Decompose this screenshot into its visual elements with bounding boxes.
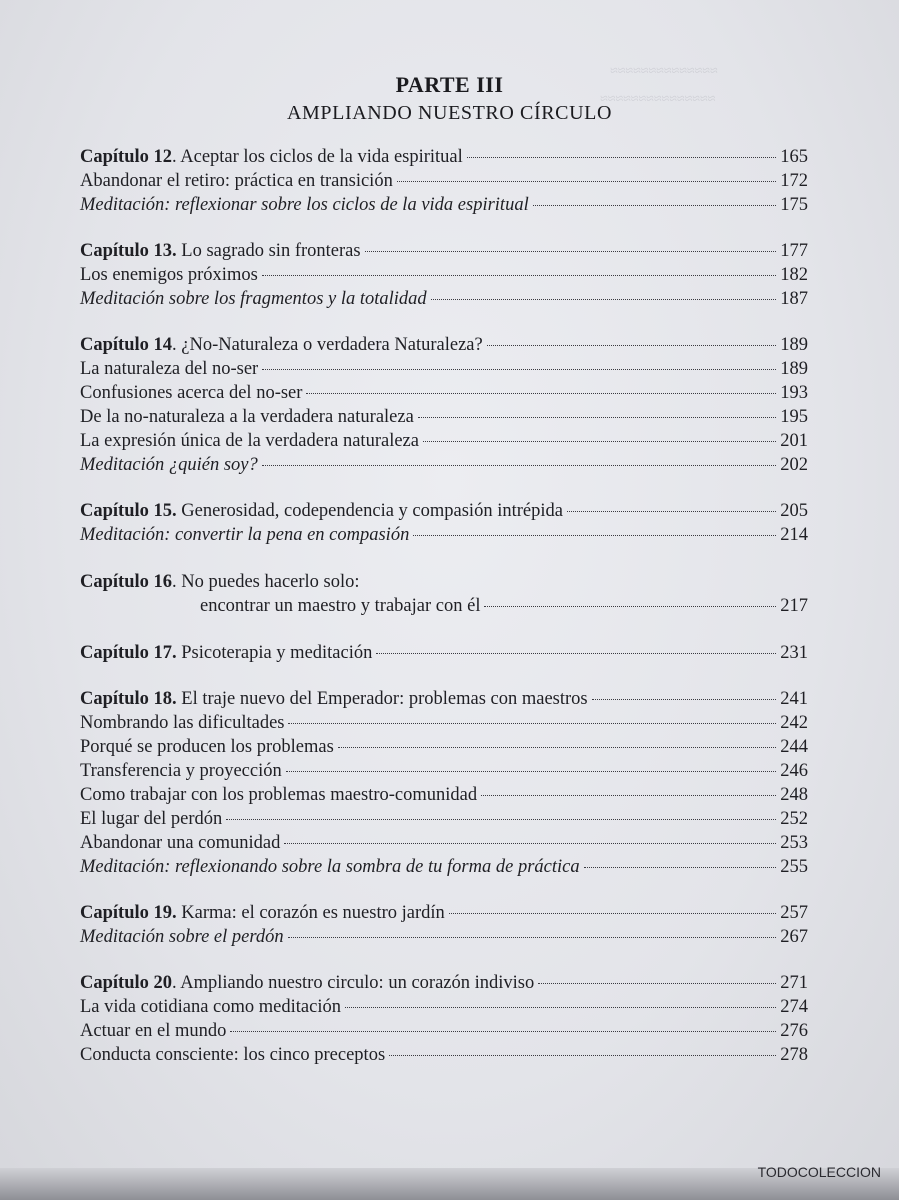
dot-leader xyxy=(533,205,777,206)
page-number: 242 xyxy=(780,713,808,733)
toc-entry xyxy=(80,761,808,787)
toc-entry xyxy=(80,997,808,1023)
toc-entry xyxy=(80,407,808,433)
watermark: TODOCOLECCION xyxy=(757,1164,881,1180)
dot-leader xyxy=(431,299,777,300)
chapter-title: No puedes hacerlo solo: xyxy=(176,572,360,592)
entry-title: Meditación: reflexionando sobre la sombra de tu forma de práctica xyxy=(80,857,580,877)
dot-leader xyxy=(230,1031,776,1032)
page-number: 182 xyxy=(780,265,808,285)
chapter-entry xyxy=(80,241,808,267)
page-number: 189 xyxy=(780,335,808,355)
dot-leader xyxy=(487,345,777,346)
dot-leader xyxy=(345,1007,776,1008)
page-number: 244 xyxy=(780,737,808,757)
page-number: 195 xyxy=(780,407,808,427)
chapter-label: Capítulo 19. xyxy=(80,903,177,923)
entry-title: Meditación sobre el perdón xyxy=(80,927,284,947)
toc-entry xyxy=(80,171,808,197)
entry-title: Actuar en el mundo xyxy=(80,1021,227,1041)
entry-title xyxy=(80,973,534,994)
chapter-entry xyxy=(80,689,808,715)
page-number: 267 xyxy=(780,927,808,947)
toc-entry xyxy=(80,927,808,953)
entry-title xyxy=(80,501,563,522)
toc-entry xyxy=(80,596,808,622)
entry-title xyxy=(80,572,360,593)
page-number: 205 xyxy=(780,501,808,521)
dot-leader xyxy=(467,157,776,158)
chapter-entry xyxy=(80,335,808,361)
chapter-title: Aceptar los ciclos de la vida espiritual xyxy=(176,147,463,167)
dot-leader xyxy=(592,699,777,700)
entry-title: Abandonar el retiro: práctica en transición xyxy=(80,171,393,191)
entry-title: Los enemigos próximos xyxy=(80,265,258,285)
entry-title xyxy=(80,147,463,168)
dot-leader xyxy=(338,747,776,748)
dot-leader xyxy=(306,393,776,394)
dot-leader xyxy=(538,983,776,984)
toc-entry xyxy=(80,737,808,763)
chapter-label: Capítulo 17. xyxy=(80,643,177,663)
dot-leader xyxy=(288,937,777,938)
page-number: 278 xyxy=(780,1045,808,1065)
page-number: 252 xyxy=(780,809,808,829)
page-number: 257 xyxy=(780,903,808,923)
entry-title xyxy=(80,335,483,356)
chapter-title: El traje nuevo del Emperador: problemas con maestros xyxy=(176,689,588,709)
entry-title xyxy=(80,689,588,710)
page-number: 193 xyxy=(780,383,808,403)
chapter-entry xyxy=(80,501,808,527)
toc-entry xyxy=(80,857,808,883)
entry-title xyxy=(80,903,445,924)
dot-leader xyxy=(449,913,776,914)
chapter-entry xyxy=(80,903,808,929)
entry-title: La vida cotidiana como meditación xyxy=(80,997,341,1017)
part-subtitle: AMPLIANDO NUESTRO CÍRCULO xyxy=(286,102,612,124)
entry-title: Porqué se producen los problemas xyxy=(80,737,334,757)
chapter-entry xyxy=(80,147,808,173)
page-number: 187 xyxy=(780,289,808,309)
toc-entry xyxy=(80,431,808,457)
chapter-title: ¿No-Naturaleza o verdadera Naturaleza? xyxy=(176,335,483,355)
chapter-label: Capítulo 12 xyxy=(80,147,173,167)
chapter-separator: . xyxy=(172,572,177,592)
toc-entry xyxy=(80,1045,808,1071)
dot-leader xyxy=(567,511,776,512)
dot-leader xyxy=(481,795,776,796)
chapter-label: Capítulo 15. xyxy=(80,501,177,521)
toc-entry xyxy=(80,455,808,481)
chapter-separator: . xyxy=(172,147,177,167)
dot-leader xyxy=(584,867,777,868)
dot-leader xyxy=(418,417,776,418)
entry-title: Abandonar una comunidad xyxy=(80,833,281,853)
chapter-label: Capítulo 14 xyxy=(80,335,173,355)
page-number: 175 xyxy=(780,195,808,215)
page-number: 172 xyxy=(780,171,808,191)
chapter-label: Capítulo 18. xyxy=(80,689,177,709)
toc-entry xyxy=(80,195,808,221)
entry-title: Meditación sobre los fragmentos y la totalidad xyxy=(80,289,427,309)
chapter-title: Lo sagrado sin fronteras xyxy=(176,241,361,261)
toc-entry xyxy=(80,785,808,811)
chapter-title: Karma: el corazón es nuestro jardín xyxy=(176,903,445,923)
dot-leader xyxy=(226,819,776,820)
bleed-through-text: ≈≈≈≈≈≈≈≈≈≈≈≈≈≈≈ xyxy=(600,92,716,107)
entry-title xyxy=(80,241,361,262)
entry-title: La expresión única de la verdadera naturaleza xyxy=(80,431,419,451)
toc-entry xyxy=(80,713,808,739)
dot-leader xyxy=(397,181,776,182)
entry-title: Meditación ¿quién soy? xyxy=(80,455,258,475)
dot-leader xyxy=(423,441,776,442)
dot-leader xyxy=(262,275,776,276)
toc-entry xyxy=(80,809,808,835)
dot-leader xyxy=(389,1055,776,1056)
dot-leader xyxy=(284,843,776,844)
entry-title: Conducta consciente: los cinco preceptos xyxy=(80,1045,386,1065)
bleed-through-text: ≈≈≈≈≈≈≈≈≈≈≈≈≈≈ xyxy=(610,64,718,79)
entry-title: Confusiones acerca del no-ser xyxy=(80,383,303,403)
chapter-label: Capítulo 20 xyxy=(80,973,173,993)
entry-title: encontrar un maestro y trabajar con él xyxy=(200,596,481,616)
dot-leader xyxy=(286,771,777,772)
toc-entry xyxy=(80,1021,808,1047)
page-number: 241 xyxy=(780,689,808,709)
page-number: 276 xyxy=(780,1021,808,1041)
entry-title xyxy=(80,643,372,664)
page-number: 255 xyxy=(780,857,808,877)
page-number: 274 xyxy=(780,997,808,1017)
page-number: 246 xyxy=(780,761,808,781)
toc-entry xyxy=(80,833,808,859)
page-number: 231 xyxy=(780,643,808,663)
chapter-title: Generosidad, codependencia y compasión intrépida xyxy=(176,501,563,521)
dot-leader xyxy=(365,251,777,252)
chapter-separator: . xyxy=(172,973,177,993)
toc-entry xyxy=(80,289,808,315)
page-number: 217 xyxy=(780,596,808,616)
chapter-entry xyxy=(80,643,808,669)
dot-leader xyxy=(376,653,776,654)
toc-entry xyxy=(80,525,808,551)
chapter-title: Ampliando nuestro circulo: un corazón indiviso xyxy=(176,973,535,993)
dot-leader xyxy=(262,369,776,370)
page-number: 189 xyxy=(780,359,808,379)
dot-leader xyxy=(484,606,776,607)
entry-title: Nombrando las dificultades xyxy=(80,713,285,733)
page-number: 202 xyxy=(780,455,808,475)
entry-title: La naturaleza del no-ser xyxy=(80,359,259,379)
page-number: 201 xyxy=(780,431,808,451)
toc-entry xyxy=(80,359,808,385)
dot-leader xyxy=(262,465,776,466)
page-number: 177 xyxy=(780,241,808,261)
entry-title: De la no-naturaleza a la verdadera naturaleza xyxy=(80,407,414,427)
chapter-title: Psicoterapia y meditación xyxy=(176,643,373,663)
part-title: PARTE III xyxy=(395,72,504,97)
page-number: 271 xyxy=(780,973,808,993)
entry-title: Meditación: convertir la pena en compasión xyxy=(80,525,410,545)
page-number: 253 xyxy=(780,833,808,853)
page-number: 165 xyxy=(780,147,808,167)
page-number: 214 xyxy=(780,525,808,545)
chapter-label: Capítulo 13. xyxy=(80,241,177,261)
toc-entry xyxy=(80,383,808,409)
entry-title: Transferencia y proyección xyxy=(80,761,282,781)
entry-title: Como trabajar con los problemas maestro-comunidad xyxy=(80,785,478,805)
entry-title: El lugar del perdón xyxy=(80,809,223,829)
chapter-separator: . xyxy=(172,335,177,355)
chapter-label: Capítulo 16 xyxy=(80,572,173,592)
chapter-entry xyxy=(80,572,808,598)
dot-leader xyxy=(413,535,776,536)
entry-title: Meditación: reflexionar sobre los ciclos de la vida espiritual xyxy=(80,195,529,215)
chapter-entry xyxy=(80,973,808,999)
page-number: 248 xyxy=(780,785,808,805)
dot-leader xyxy=(288,723,776,724)
toc-entry xyxy=(80,265,808,291)
